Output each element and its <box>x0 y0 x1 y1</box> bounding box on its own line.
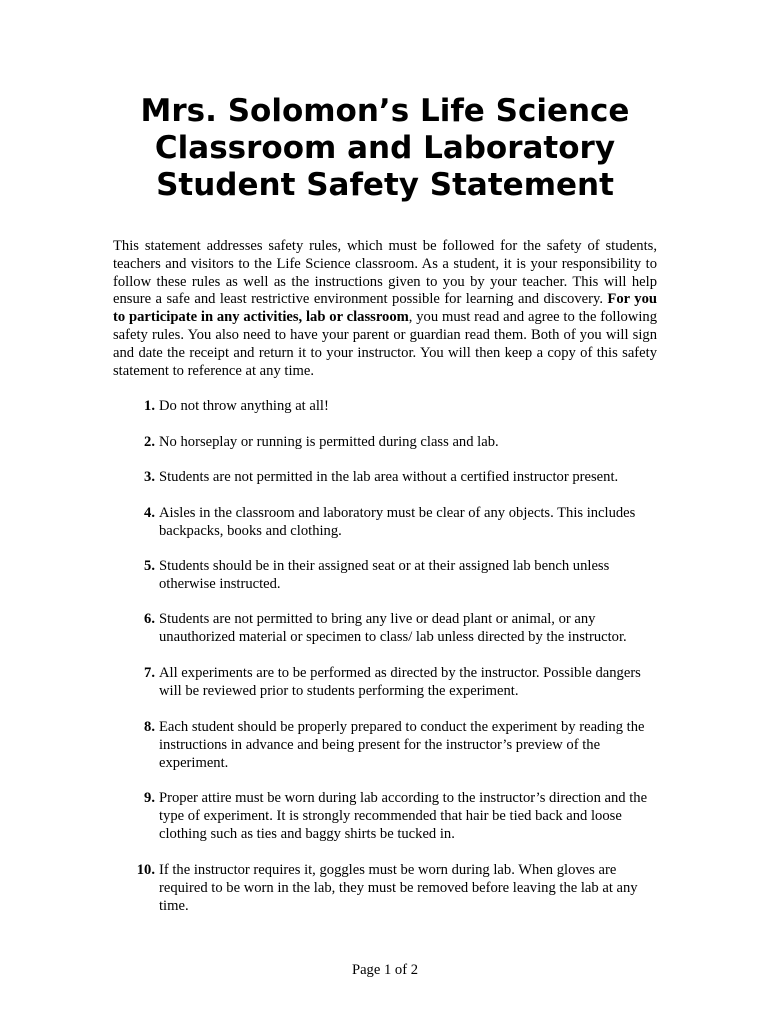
intro-text-part1: This statement addresses safety rules, which must be followed for the safety of students, teachers and visitors to the Life Science classroom. As a student, it is your responsibility to follow these rules as well as the instructions given to you by your teacher. This will help ensure a safe and least restrictive environment possible for learning and discovery. <box>113 238 657 308</box>
rule-text: Each student should be properly prepared to conduct the experiment by reading the instructions in advance and being present for the instructor’s preview of the experiment. <box>159 719 645 771</box>
rule-text: No horseplay or running is permitted during class and lab. <box>159 434 499 450</box>
rule-text: Students should be in their assigned seat or at their assigned lab bench unless otherwise instructed. <box>159 558 610 592</box>
document-title <box>100 93 670 204</box>
rule-number: 8. <box>144 719 155 735</box>
rule-text: Do not throw anything at all! <box>159 398 329 414</box>
title-line-1: Mrs. Solomon’s Life Science <box>140 93 630 129</box>
rule-number: 4. <box>144 505 155 521</box>
page-number-footer: Page 1 of 2 <box>351 962 419 978</box>
title-line-2: Classroom and Laboratory <box>154 130 616 166</box>
rule-text: Students are not permitted to bring any live or dead plant or animal, or any unauthorized material or specimen to class/ lab unless directed by the instructor. <box>159 611 627 645</box>
intro-text-part2: , you must read and agree to the following safety rules. You also need to have your parent or guardian read them. Both of you will sign and date the receipt and return it to your instructor. You will then keep a copy of this safety statement to reference at any time. <box>113 309 657 379</box>
rule-number: 7. <box>144 665 155 681</box>
rule-number: 6. <box>144 611 155 627</box>
rule-text: Aisles in the classroom and laboratory must be clear of any objects. This includes backpacks, books and clothing. <box>159 505 636 539</box>
rule-text: Students are not permitted in the lab area without a certified instructor present. <box>159 469 619 485</box>
rule-number: 5. <box>144 558 155 574</box>
rule-number: 9. <box>144 790 155 806</box>
rule-number: 1. <box>144 398 155 414</box>
rule-text: Proper attire must be worn during lab according to the instructor’s direction and the type of experiment. It is strongly recommended that hair be tied back and loose clothing such as ties and baggy shirts be tucked in. <box>159 790 648 842</box>
rule-number: 10. <box>136 862 155 878</box>
rule-text: All experiments are to be performed as directed by the instructor. Possible dangers will be reviewed prior to students performing the experiment. <box>159 665 641 699</box>
intro-bold-text: For you to participate in any activities, lab or classroom <box>113 291 657 326</box>
rule-text: If the instructor requires it, goggles must be worn during lab. When gloves are required to be worn in the lab, they must be removed before leaving the lab at any time. <box>159 862 638 914</box>
rule-number: 3. <box>144 469 155 485</box>
rule-number: 2. <box>144 434 155 450</box>
intro-paragraph <box>113 238 657 380</box>
title-line-3: Student Safety Statement <box>156 167 614 203</box>
